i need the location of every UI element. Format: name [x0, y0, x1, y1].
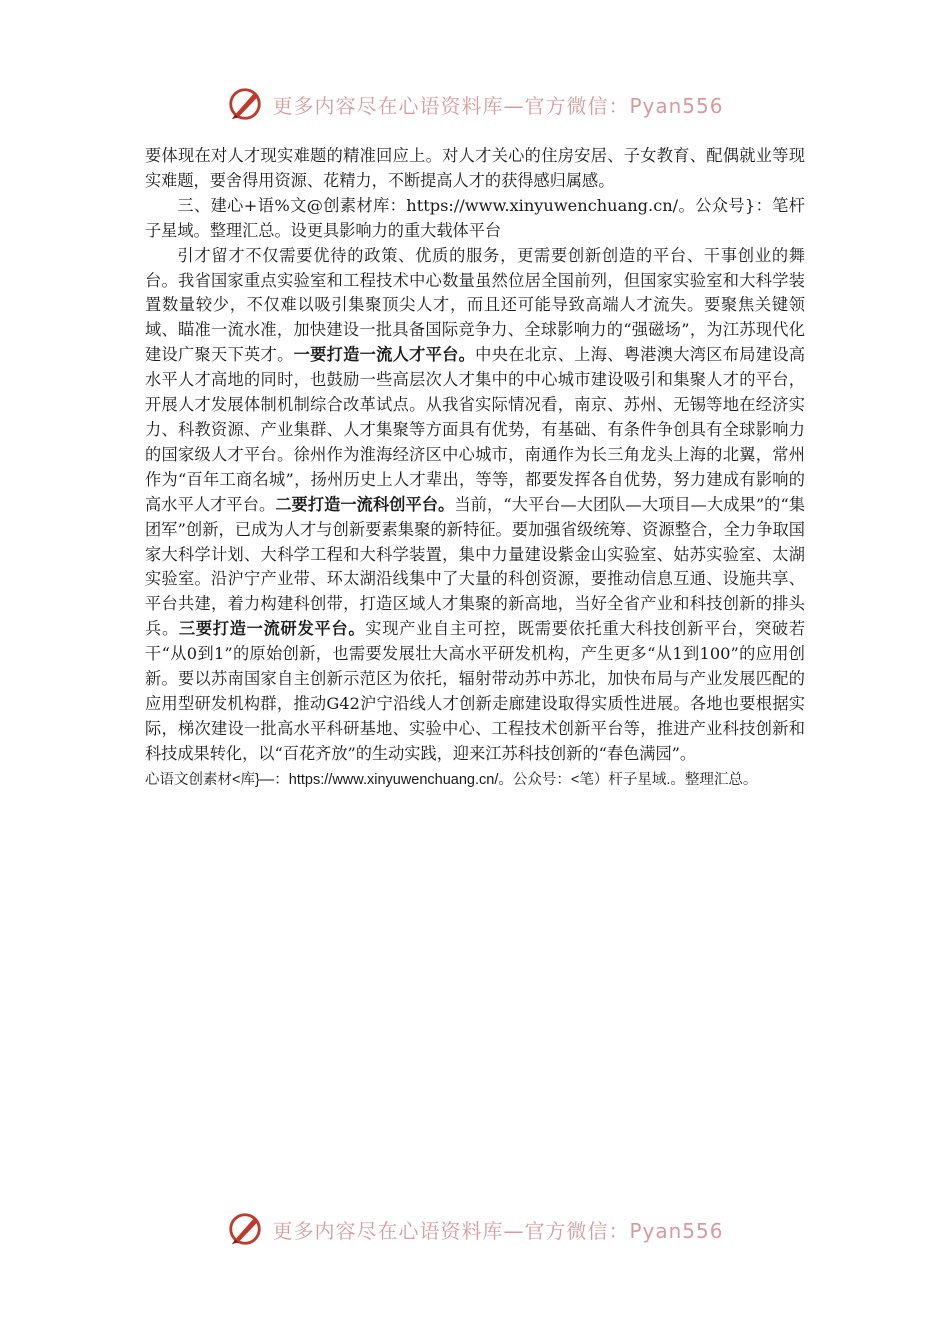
paragraph-text: 中央在北京、上海、粤港澳大湾区布局建设高水平人才高地的同时，也鼓励一些高层次人才集中的中心城市建设吸引和集聚人才的平台，开展人才发展体制机制综合改革试点。从我省实际情况看，南京、苏州、无锡等地在经济实力、科教资源、产业集群、人才集聚等方面具有优势，有基础、有条件争创具有全球影响力的国家级人才平台。徐州作为淮海经济区中心城市，南通作为长三角龙头上海的北翼，常州作为“百年工商名城”，扬州历史上人才辈出，等等，都要发挥各自优势，努力建成有影响的高水平人才平台。 [145, 345, 806, 514]
banner-text: 更多内容尽在心语资料库—官方微信：Pyan556 [272, 1218, 724, 1243]
bold-point-3: 三要打造一流研发平台。 [178, 619, 366, 639]
paragraph-text: 引才留才不仅需要优待的政策、优质的服务，更需要创新创造的平台、干事创业的舞台。我省国家重点实验室和工程技术中心数量虽然位居全国前列，但国家实验室和大科学装置数量较少，不仅难以吸引集聚顶尖人才，而且还可能导致高端人才流失。要聚焦关键领域、瞄准一流水准，加快建设一批具备国际竞争力、全球影响力的“强磁场”，为江苏现代化建设广聚天下英才。 [145, 245, 805, 365]
section-heading: 三、建心+语%文@创素材库：https://www.xinyuwenchuang.cn/。公众号}：笔杆子星域。整理汇总。设更具影响力的重大载体平台 [145, 195, 805, 240]
pen-logo-icon [226, 85, 264, 123]
document-body [145, 144, 805, 792]
banner-text: 更多内容尽在心语资料库—官方微信：Pyan556 [272, 93, 724, 118]
paragraph [145, 244, 805, 767]
header-banner [0, 80, 950, 128]
source-note: 心语文创素材<库}—：https://www.xinyuwenchuang.cn/。公众号：<笔）杆子星域.。整理汇总。 [145, 771, 758, 788]
pen-logo-icon [226, 1210, 264, 1248]
bold-point-1: 一要打造一流人才平台。 [293, 345, 476, 365]
paragraph: 要体现在对人才现实难题的精准回应上。对人才关心的住房安居、子女教育、配偶就业等现实难题，要舍得用资源、花精力，不断提高人才的获得感归属感。 [145, 146, 805, 190]
footer-banner [0, 1205, 950, 1253]
paragraph-text: 实现产业自主可控，既需要依托重大科技创新平台，突破若干“从0到1”的原始创新，也需要发展壮大高水平研发机构，产生更多“从1到100”的应用创新。要以苏南国家自主创新示范区为依托，辐射带动苏中苏北，加快布局与产业发展匹配的应用型研发机构群，推动G42沪宁沿线人才创新走廊建设取得实质性进展。各地也要根据实际，梯次建设一批高水平科研基地、实验中心、工程技术创新平台等，推进产业科技创新和科技成果转化，以“百花齐放”的生动实践，迎来江苏科技创新的“春色满园”。 [145, 619, 806, 763]
paragraph-text: 当前，“大平台—大团队—大项目—大成果”的“集团军”创新，已成为人才与创新要素集聚的新特征。要加强省级统筹、资源整合，全力争取国家大科学计划、大科学工程和大科学装置，集中力量建设紫金山实验室、姑苏实验室、太湖实验室。沿沪宁产业带、环太湖沿线集中了大量的科创资源，要推动信息互通、设施共享、平台共建，着力构建科创带，打造区域人才集聚的新高地，当好全省产业和科技创新的排头兵。 [145, 494, 806, 639]
bold-point-2: 二要打造一流科创平台。 [275, 494, 455, 514]
